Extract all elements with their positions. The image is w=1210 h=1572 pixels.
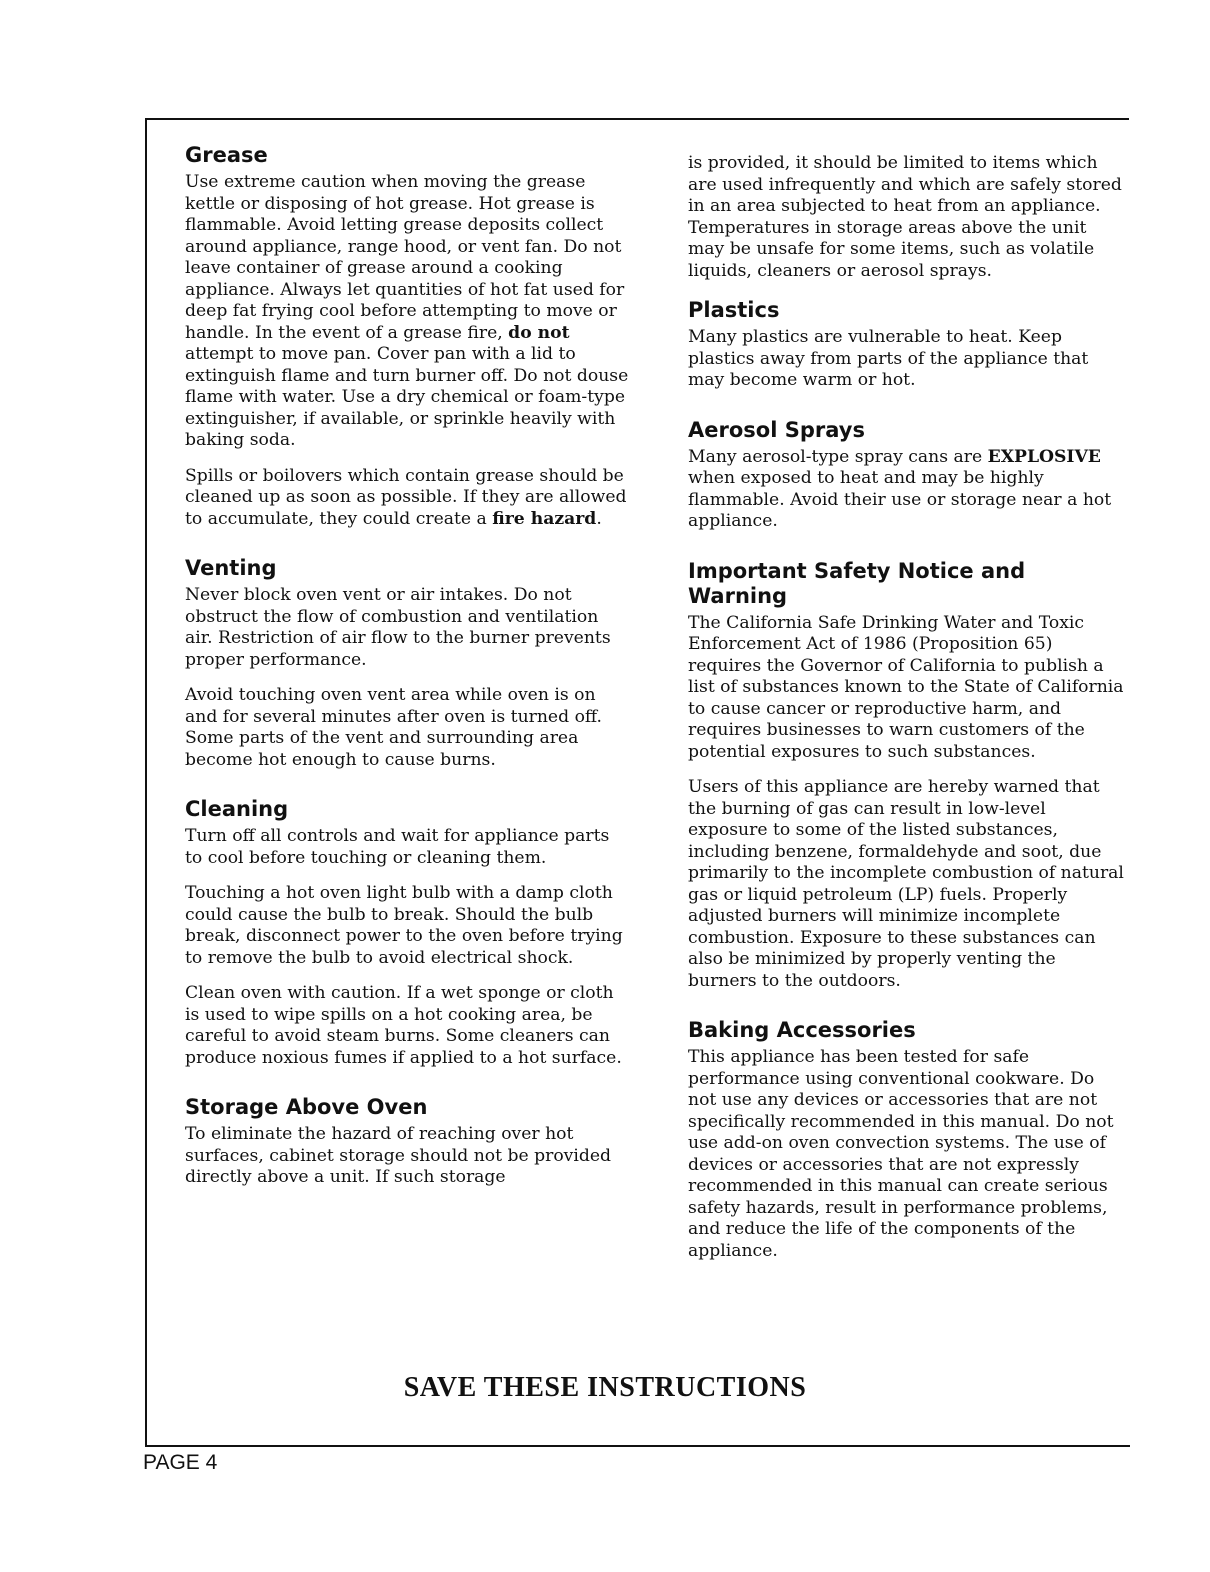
- frame-top-rule: [145, 118, 1129, 120]
- grease-paragraph-1: Use extreme caution when moving the grease kettle or disposing of hot grease. Hot grease is flammable. Avoid letting grease deposits collect around appliance, range hood, or vent fan. Do not leave container of grease around a cooking appliance. Always let quantities of hot fat used for deep fat frying cool before attempting to move or handle. In the event of a grease fire, do not attempt to move pan. Cover pan with a lid to extinguish flame and turn burner off. Do not douse flame with water. Use a dry chemical or foam-type extinguisher, if available, or sprinkle heavily with baking soda.: [185, 172, 629, 450]
- section-title-storage: Storage Above Oven: [185, 1095, 428, 1119]
- venting-paragraph-2: Avoid touching oven vent area while oven is on and for several minutes after oven is turned off. Some parts of the vent and surrounding area become hot enough to cause burns.: [185, 685, 602, 770]
- section-grease: [185, 143, 630, 530]
- section-cleaning: [185, 797, 630, 1069]
- cleaning-paragraph-2: Touching a hot oven light bulb with a damp cloth could cause the bulb to break. Should the bulb break, disconnect power to the oven before trying to remove the bulb to avoid electrical shock.: [185, 883, 623, 968]
- cleaning-paragraph-3: Clean oven with caution. If a wet sponge or cloth is used to wipe spills on a hot cooking area, be careful to avoid steam burns. Some cleaners can produce noxious fumes if applied to a hot surface.: [185, 983, 622, 1068]
- section-title-venting: Venting: [185, 556, 277, 580]
- section-title-aerosol: Aerosol Sprays: [688, 417, 865, 442]
- section-title-grease: Grease: [185, 143, 268, 167]
- notice-paragraph-2: Users of this appliance are hereby warned that the burning of gas can result in low-level exposure to some of the listed substances, including benzene, formaldehyde and soot, due primarily to the incomplete combustion of natural gas or liquid petroleum (LP) fuels. Properly adjusted burners will minimize incomplete combustion. Exposure to these substances can also be minimized by properly venting the burners to the outdoors.: [688, 777, 1124, 991]
- section-title-plastics: Plastics: [688, 298, 780, 322]
- aerosol-paragraph-1: Many aerosol-type spray cans are EXPLOSIVE when exposed to heat and may be highly flammable. Avoid their use or storage near a hot appliance.: [688, 446, 1112, 531]
- section-venting: [185, 556, 630, 771]
- section-storage-continued: [688, 153, 1128, 282]
- save-instructions-banner: SAVE THESE INSTRUCTIONS: [403, 1372, 807, 1403]
- right-column: [688, 143, 1128, 1288]
- left-column: [185, 143, 630, 1215]
- storage-paragraph-1: To eliminate the hazard of reaching over hot surfaces, cabinet storage should not be provided directly above a unit. If such storage: [185, 1124, 612, 1187]
- page-number: PAGE 4: [143, 1451, 218, 1474]
- storage-continued-paragraph: is provided, it should be limited to items which are used infrequently and which are safely stored in an area subjected to heat from an appliance. Temperatures in storage areas above the unit may be unsafe for some items, such as volatile liquids, cleaners or aerosol sprays.: [688, 153, 1122, 281]
- baking-paragraph-1: This appliance has been tested for safe performance using conventional cookware. Do not use any devices or accessories that are not specifically recommended in this manual. Do not use add-on oven convection systems. The use of devices or accessories that are not expressly recommended in this manual can create serious safety hazards, result in performance problems, and reduce the life of the components of the appliance.: [688, 1047, 1114, 1261]
- plastics-paragraph-1: Many plastics are vulnerable to heat. Keep plastics away from parts of the appliance that may become warm or hot.: [688, 327, 1089, 390]
- cleaning-paragraph-1: Turn off all controls and wait for appliance parts to cool before touching or cleaning them.: [185, 826, 610, 868]
- venting-paragraph-1: Never block oven vent or air intakes. Do not obstruct the flow of combustion and ventilation air. Restriction of air flow to the burner prevents proper performance.: [185, 585, 611, 670]
- section-aerosol-sprays: [688, 418, 1128, 533]
- section-storage-above-oven: [185, 1095, 630, 1189]
- section-title-cleaning: Cleaning: [185, 797, 289, 821]
- section-title-baking: Baking Accessories: [688, 1018, 916, 1042]
- section-title-notice: Important Safety Notice and Warning: [688, 558, 1026, 608]
- frame-left-rule: [145, 118, 147, 1446]
- grease-paragraph-2: Spills or boilovers which contain grease should be cleaned up as soon as possible. If they are allowed to accumulate, they could create a fire hazard.: [185, 465, 627, 529]
- section-plastics: [688, 298, 1128, 392]
- frame-bottom-rule: [145, 1445, 1130, 1447]
- section-safety-notice: [688, 559, 1128, 993]
- section-baking-accessories: [688, 1018, 1128, 1262]
- notice-paragraph-1: The California Safe Drinking Water and Toxic Enforcement Act of 1986 (Proposition 65) requires the Governor of California to publish a list of substances known to the State of California to cause cancer or reproductive harm, and requires businesses to warn customers of the potential exposures to such substances.: [688, 612, 1124, 762]
